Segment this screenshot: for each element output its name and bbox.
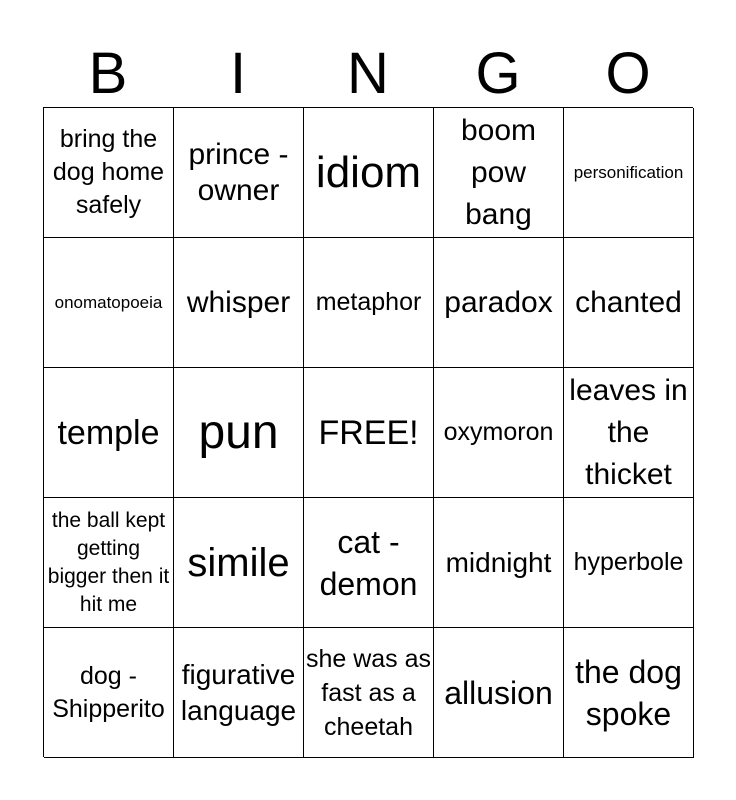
bingo-cell[interactable] [44, 368, 174, 498]
bingo-cell[interactable] [434, 628, 564, 758]
bingo-cell[interactable] [304, 368, 434, 498]
bingo-cell[interactable] [44, 628, 174, 758]
cell-text: chanted [575, 285, 682, 319]
cell-text: she was as fast as a cheetah [305, 644, 432, 741]
bingo-cell[interactable] [304, 628, 434, 758]
cell-text: metaphor [315, 288, 422, 316]
cell-text: the dog spoke [575, 653, 682, 732]
cell-text: the ball kept getting bigger then it hit me [47, 508, 170, 616]
cell-text: temple [57, 413, 160, 452]
bingo-cell[interactable] [44, 108, 174, 238]
bingo-cell[interactable] [174, 108, 304, 238]
header-letter-o: O [605, 41, 651, 106]
cell-text: paradox [444, 285, 553, 319]
bingo-cell[interactable] [434, 368, 564, 498]
cell-text: hyperbole [573, 548, 684, 576]
bingo-header [43, 40, 693, 108]
cell-text: midnight [445, 546, 552, 578]
cell-text: pun [198, 405, 279, 459]
cell-text: simile [187, 540, 290, 585]
cell-text: prince - owner [188, 137, 289, 207]
bingo-cell[interactable] [304, 238, 434, 368]
bingo-cell[interactable] [564, 368, 694, 498]
bingo-cell[interactable] [564, 498, 694, 628]
header-letter-b: B [88, 41, 128, 106]
cell-text: allusion [444, 674, 553, 711]
bingo-cell[interactable] [434, 108, 564, 238]
cell-text: cat - demon [319, 523, 418, 602]
bingo-grid [43, 107, 693, 757]
bingo-cell[interactable] [304, 498, 434, 628]
cell-text: whisper [186, 285, 291, 319]
bingo-cell[interactable] [304, 108, 434, 238]
bingo-cell[interactable] [174, 238, 304, 368]
cell-text: bring the dog home safely [52, 125, 165, 219]
cell-text: oxymoron [443, 418, 554, 446]
header-letter-n: N [347, 41, 389, 106]
cell-text: onomatopoeia [54, 292, 163, 312]
bingo-cell[interactable] [434, 498, 564, 628]
bingo-cell[interactable] [44, 238, 174, 368]
cell-text: personification [573, 162, 684, 182]
cell-text: dog - Shipperito [52, 661, 165, 723]
cell-text: boom pow bang [460, 113, 537, 231]
cell-text: leaves in the thicket [569, 373, 688, 491]
bingo-cell[interactable] [564, 238, 694, 368]
bingo-cell[interactable] [434, 238, 564, 368]
cell-text: figurative language [180, 658, 297, 726]
bingo-cell[interactable] [564, 628, 694, 758]
bingo-cell[interactable] [564, 108, 694, 238]
header-letter-i: I [229, 41, 247, 106]
bingo-cell[interactable] [174, 498, 304, 628]
bingo-cell[interactable] [174, 628, 304, 758]
cell-text: idiom [315, 147, 422, 197]
cell-text: FREE! [318, 413, 419, 452]
bingo-cell[interactable] [44, 498, 174, 628]
bingo-cell[interactable] [174, 368, 304, 498]
header-letter-g: G [475, 41, 521, 106]
